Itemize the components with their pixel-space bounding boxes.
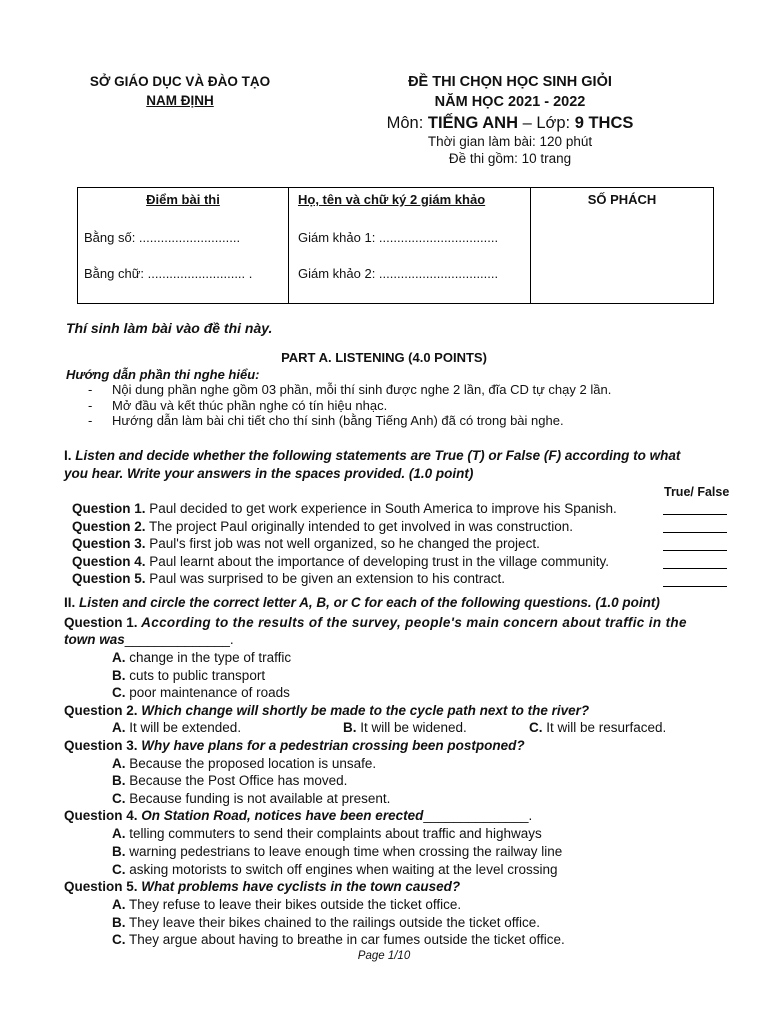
score-box-title: Điểm bài thi <box>146 192 220 207</box>
exam-title: ĐỀ THI CHỌN HỌC SINH GIỎI <box>408 74 612 90</box>
examiner-box <box>288 187 531 304</box>
section-1-instruction: I. Listen and decide whether the following statements are True (T) or False (F) according to what <box>64 448 681 463</box>
candidate-instruction: Thí sinh làm bài vào đề thi này. <box>66 320 273 336</box>
mc-q4-option-a[interactable]: A. telling commuters to send their complaints about traffic and highways <box>112 826 542 841</box>
mc-q5-option-b[interactable]: B. They leave their bikes chained to the railings outside the ticket office. <box>112 915 540 930</box>
score-by-number[interactable]: Bằng số: ............................ <box>84 230 241 245</box>
mc-q2-option-b[interactable]: B. It will be widened. <box>343 720 467 735</box>
tf-answer-5[interactable] <box>663 574 727 587</box>
secret-code-title: SỐ PHÁCH <box>587 192 657 207</box>
mc-q3-option-a[interactable]: A. Because the proposed location is unsafe. <box>112 756 377 771</box>
guide-item-3: Hướng dẫn làm bài chi tiết cho thí sinh (bằng Tiếng Anh) đã có trong bài nghe. <box>112 413 564 428</box>
score-by-words[interactable]: Bằng chữ: ........................... . <box>84 266 253 281</box>
mc-q5-option-a[interactable]: A. They refuse to leave their bikes outside the ticket office. <box>112 897 462 912</box>
mc-q4-option-b[interactable]: B. warning pedestrians to leave enough time when crossing the railway line <box>112 844 563 859</box>
subject-name: TIẾNG ANH <box>427 114 519 132</box>
mc-question-3: Question 3. Why have plans for a pedestrian crossing been postponed? <box>64 738 525 753</box>
tf-question-2: Question 2. The project Paul originally intended to get involved in was construction. <box>72 519 574 534</box>
mc-q3-option-c[interactable]: C. Because funding is not available at present. <box>112 791 391 806</box>
tf-question-5: Question 5. Paul was surprised to be given an extension to his contract. <box>72 571 505 586</box>
tf-answer-1[interactable] <box>663 502 727 515</box>
section-2-instruction: II. Listen and circle the correct letter A, B, or C for each of the following questions. (1.0 point) <box>64 595 660 610</box>
tf-question-4: Question 4. Paul learnt about the importance of developing trust in the village community. <box>72 554 610 569</box>
tf-answer-4[interactable] <box>663 556 727 569</box>
page-count: Đề thi gồm: 10 trang <box>448 151 572 166</box>
examiner-box-title: Họ, tên và chữ ký 2 giám khảo <box>298 192 486 207</box>
true-false-header: True/ False <box>664 485 730 499</box>
mc-q2-option-a[interactable]: A. It will be extended. <box>112 720 242 735</box>
guide-item-2: Mở đầu và kết thúc phần nghe có tín hiệu nhạc. <box>112 398 388 413</box>
part-a-title: PART A. LISTENING (4.0 POINTS) <box>281 350 487 365</box>
mc-q4-option-c[interactable]: C. asking motorists to switch off engines when waiting at the level crossing <box>112 862 558 877</box>
exam-duration: Thời gian làm bài: 120 phút <box>427 134 593 149</box>
guide-item: - <box>88 413 93 428</box>
mc-question-4: Question 4. On Station Road, notices have been erected______________. <box>64 808 533 823</box>
secret-code-box <box>530 187 714 304</box>
mc-question-1: Question 1. According to the results of the survey, people's main concern about traffic in the <box>64 615 687 630</box>
guide-item: - <box>88 382 93 397</box>
subject-line: Môn: TIẾNG ANH – Lớp: 9 THCS <box>386 114 634 132</box>
examiner-2-line[interactable]: Giám khảo 2: ................................. <box>298 266 499 281</box>
score-box <box>77 187 289 304</box>
section-1-instruction-2: you hear. Write your answers in the spaces provided. (1.0 point) <box>64 466 474 481</box>
mc-q1-option-a[interactable]: A. change in the type of traffic <box>112 650 292 665</box>
listening-guide-title: Hướng dẫn phần thi nghe hiểu: <box>66 367 260 382</box>
mc-question-1-cont: town was______________. <box>64 632 234 647</box>
mc-q3-option-b[interactable]: B. Because the Post Office has moved. <box>112 773 348 788</box>
mc-question-2: Question 2. Which change will shortly be made to the cycle path next to the river? <box>64 703 590 718</box>
grade-value: 9 THCS <box>574 114 634 132</box>
exam-heading <box>320 72 700 167</box>
department-heading <box>70 72 290 110</box>
tf-answer-2[interactable] <box>663 520 727 533</box>
guide-item: - <box>88 398 93 413</box>
page-number: Page 1/10 <box>357 950 411 962</box>
tf-answer-3[interactable] <box>663 538 727 551</box>
province-name: NAM ĐỊNH <box>146 93 214 108</box>
mc-q5-option-c[interactable]: C. They argue about having to breathe in car fumes outside the ticket office. <box>112 932 565 947</box>
tf-question-1: Question 1. Paul decided to get work experience in South America to improve his Spanish. <box>72 501 617 516</box>
mc-question-5: Question 5. What problems have cyclists in the town caused? <box>64 879 461 894</box>
examiner-1-line[interactable]: Giám khảo 1: ................................. <box>298 230 499 245</box>
tf-question-3: Question 3. Paul's first job was not well organized, so he changed the project. <box>72 536 540 551</box>
school-year: NĂM HỌC 2021 - 2022 <box>434 94 586 110</box>
mc-q1-option-b[interactable]: B. cuts to public transport <box>112 668 266 683</box>
guide-item-1: Nội dung phần nghe gồm 03 phần, mỗi thí sinh được nghe 2 lần, đĩa CD tự chạy 2 lần. <box>112 382 612 397</box>
mc-q2-option-c[interactable]: C. It will be resurfaced. <box>529 720 667 735</box>
department-name: SỞ GIÁO DỤC VÀ ĐÀO TẠO <box>89 74 271 89</box>
mc-q1-option-c[interactable]: C. poor maintenance of roads <box>112 685 290 700</box>
